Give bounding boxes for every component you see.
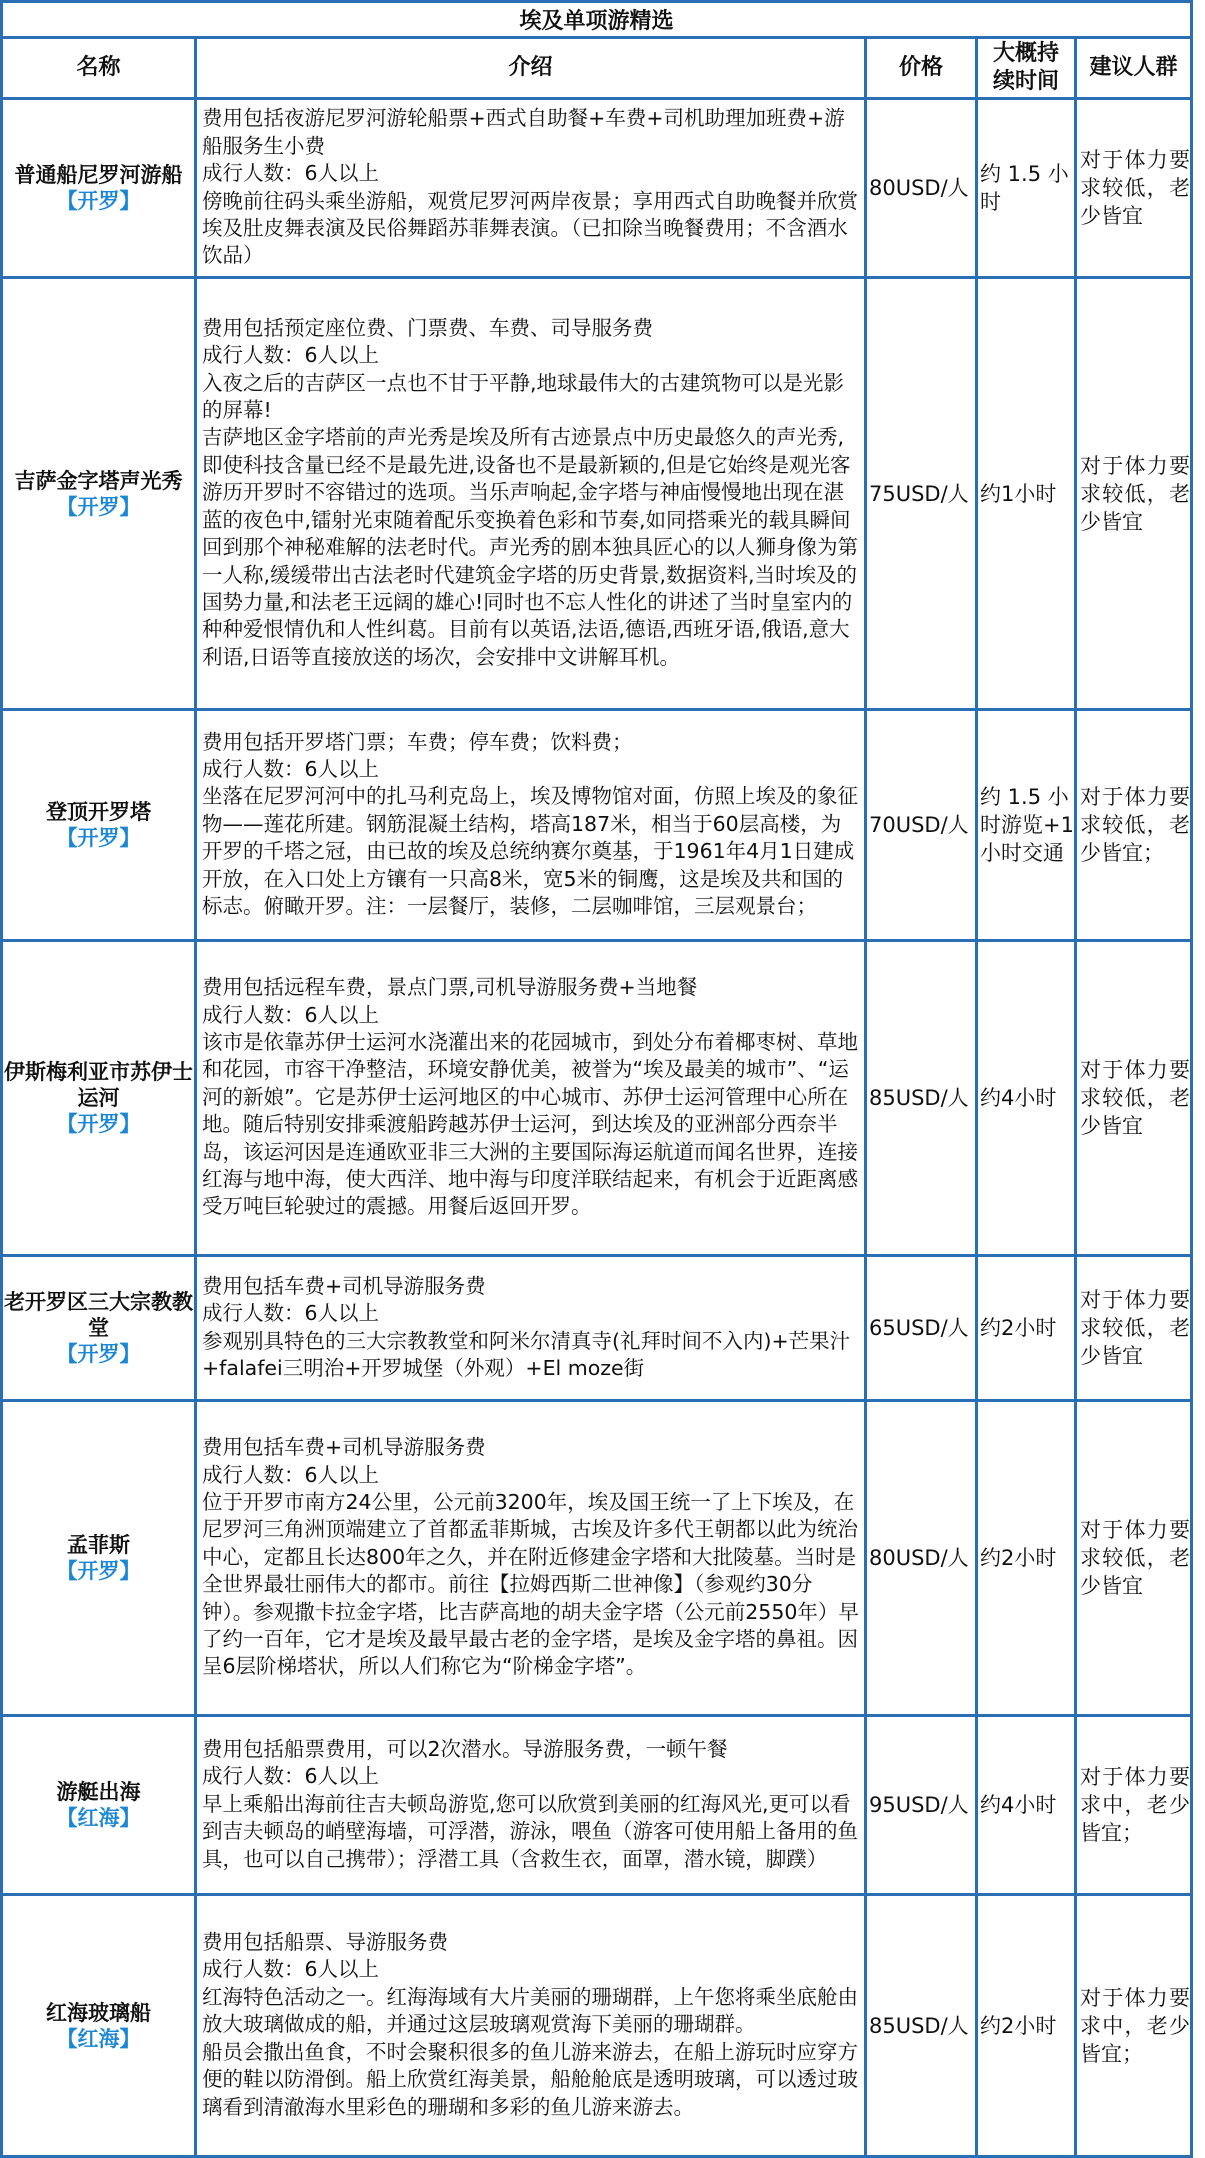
tour-crowd: 对于体力要求较低，老少皆宜 <box>1076 278 1192 710</box>
tour-price: 85USD/人 <box>866 1895 977 2157</box>
tour-name: 普通船尼罗河游船 <box>14 163 183 187</box>
tour-intro <box>196 1256 866 1401</box>
header-crowd: 建议人群 <box>1076 38 1192 99</box>
table-row <box>2 1716 1192 1895</box>
intro-paragraph: 费用包括船票费用，可以2次潜水。导游服务费，一顿午餐 <box>202 1736 728 1761</box>
intro-paragraph: 坐落在尼罗河河中的扎马利克岛上，埃及博物馆对面，仿照上埃及的象征物——莲花所建。钢筋混凝土结构，塔高187米，相当于60层高楼，为开罗的千塔之冠，由已故的埃及总统纳赛尔奠基，于1961年4月1日建成开放，在入口处上方镶有一只高8米，宽5米的铜鹰，这是埃及共和国的标志。俯瞰开罗。注：一层餐厅，装修，二层咖啡馆，三层观景台； <box>202 784 858 919</box>
intro-paragraph: 费用包括车费+司机导游服务费 <box>202 1435 486 1460</box>
table-title: 埃及单项游精选 <box>2 2 1192 38</box>
tour-name: 老开罗区三大宗教教堂 <box>4 1290 193 1340</box>
intro-paragraph: 成行人数：6人以上 <box>202 1301 380 1326</box>
table-row <box>2 710 1192 941</box>
intro-paragraph: 船员会撒出鱼食，不时会聚积很多的鱼儿游来游去，在船上游玩时应穿方便的鞋以防滑倒。船上欣赏红海美景，船舱舱底是透明玻璃，可以透过玻璃看到清澈海水里彩色的珊瑚和多彩的鱼儿游来游去。 <box>202 2039 858 2119</box>
header-row <box>2 38 1192 99</box>
tour-duration: 约2小时 <box>977 1895 1076 2157</box>
intro-paragraph: 位于开罗市南方24公里，公元前3200年，埃及国王统一了上下埃及，在尼罗河三角洲顶端建立了首都孟菲斯城，古埃及许多代王朝都以此为统治中心，定都且长达800年之久，并在附近修建金字塔和大批陵墓。当时是全世界最壮丽伟大的都市。前往【拉姆西斯二世神像】（参观约30分钟）。参观撒卡拉金字塔，比吉萨高地的胡夫金字塔（公元前2550年）早了约一百年，它才是埃及最早最古老的金字塔，是埃及金字塔的鼻祖。因呈6层阶梯塔状，所以人们称它为“阶梯金字塔”。 <box>202 1489 859 1679</box>
intro-paragraph: 成行人数：6人以上 <box>202 1764 380 1789</box>
tour-duration: 约2小时 <box>977 1256 1076 1401</box>
intro-paragraph: 早上乘船出海前往吉夫顿岛游览,您可以欣赏到美丽的红海风光,更可以看到吉夫顿岛的峭壁海墙，可浮潜，游泳，喂鱼（游客可使用船上备用的鱼具，也可以自己携带）；浮潜工具（含救生衣，面罩，潜水镜，脚蹼） <box>202 1791 858 1871</box>
table-row <box>2 941 1192 1256</box>
tour-intro <box>196 941 866 1256</box>
table-row <box>2 1895 1192 2157</box>
table-row <box>2 99 1192 278</box>
intro-paragraph: 成行人数：6人以上 <box>202 1462 380 1487</box>
tour-crowd: 对于体力要求较低，老少皆宜 <box>1076 1256 1192 1401</box>
tour-area: 【红海】 <box>56 1806 141 1830</box>
intro-paragraph: 费用包括夜游尼罗河游轮船票+西式自助餐+车费+司机助理加班费+游船服务生小费 <box>202 106 845 158</box>
tour-crowd: 对于体力要求较低，老少皆宜； <box>1076 710 1192 941</box>
tour-price: 80USD/人 <box>866 99 977 278</box>
tour-area: 【开罗】 <box>56 1559 141 1583</box>
tour-intro <box>196 710 866 941</box>
intro-paragraph: 费用包括船票、导游服务费 <box>202 1930 448 1955</box>
tour-area: 【开罗】 <box>56 494 141 519</box>
intro-paragraph: 费用包括预定座位费、门票费、车费、司导服务费 <box>202 315 653 340</box>
tour-name-cell <box>2 278 196 710</box>
tour-duration: 约 1.5 小时 <box>977 99 1076 278</box>
table-row <box>2 278 1192 710</box>
tour-crowd: 对于体力要求较低，老少皆宜 <box>1076 99 1192 278</box>
tour-price: 70USD/人 <box>866 710 977 941</box>
intro-paragraph: 费用包括车费+司机导游服务费 <box>202 1273 486 1298</box>
tour-name: 登顶开罗塔 <box>46 800 151 824</box>
tour-price: 80USD/人 <box>866 1401 977 1716</box>
tour-name-cell <box>2 1401 196 1716</box>
tour-intro <box>196 278 866 710</box>
tour-area: 【开罗】 <box>56 1342 141 1366</box>
header-price: 价格 <box>866 38 977 99</box>
tour-name: 游艇出海 <box>56 1780 141 1804</box>
header-intro: 介绍 <box>196 38 866 99</box>
intro-paragraph: 成行人数：6人以上 <box>202 1002 380 1027</box>
tour-name-cell <box>2 1895 196 2157</box>
tour-intro <box>196 1401 866 1716</box>
tour-price: 65USD/人 <box>866 1256 977 1401</box>
intro-paragraph: 成行人数：6人以上 <box>202 161 380 186</box>
tour-duration: 约2小时 <box>977 1401 1076 1716</box>
intro-paragraph: 吉萨地区金字塔前的声光秀是埃及所有古迹景点中历史最悠久的声光秀,即使科技含量已经不是最先进,设备也不是最新颖的,但是它始终是观光客游历开罗时不容错过的选项。当乐声响起,金字塔与神庙慢慢地出现在湛蓝的夜色中,镭射光束随着配乐变换着色彩和节奏,如同搭乘光的载具瞬间回到那个神秘难解的法老时代。声光秀的剧本独具匠心的以人狮身像为第一人称,缓缓带出古法老时代建筑金字塔的历史背景,数据资料,当时埃及的国势力量,和法老王远阔的雄心!同时也不忘人性化的讲述了当时皇室内的种种爱恨情仇和人性纠葛。目前有以英语,法语,德语,西班牙语,俄语,意大利语,日语等直接放送的场次，会安排中文讲解耳机。 <box>202 425 858 669</box>
tour-name: 孟菲斯 <box>67 1533 130 1557</box>
intro-paragraph: 成行人数：6人以上 <box>202 343 380 368</box>
tour-name-cell <box>2 1716 196 1895</box>
tour-area: 【开罗】 <box>56 1112 141 1136</box>
tour-area: 【开罗】 <box>56 826 141 850</box>
tour-intro <box>196 1895 866 2157</box>
tour-name: 红海玻璃船 <box>46 2000 151 2025</box>
intro-paragraph: 该市是依靠苏伊士运河水浇灌出来的花园城市，到处分布着椰枣树、草地和花园，市容干净整洁，环境安静优美，被誉为“埃及最美的城市”、“运河的新娘”。它是苏伊士运河地区的中心城市、苏伊士运河管理中心所在地。随后特别安排乘渡船跨越苏伊士运河，到达埃及的亚洲部分西奈半岛，该运河因是连通欧亚非三大洲的主要国际海运航道而闻名世界，连接红海与地中海，使大西洋、地中海与印度洋联结起来，有机会于近距离感受万吨巨轮驶过的震撼。用餐后返回开罗。 <box>202 1029 858 1219</box>
tour-name-cell <box>2 941 196 1256</box>
tour-intro <box>196 99 866 278</box>
tour-name-cell <box>2 710 196 941</box>
table-row <box>2 1401 1192 1716</box>
tour-duration: 约 1.5 小时游览+1 小时交通 <box>977 710 1076 941</box>
tour-area: 【开罗】 <box>56 189 141 213</box>
tour-name: 吉萨金字塔声光秀 <box>14 468 183 493</box>
tour-name: 伊斯梅利亚市苏伊士运河 <box>4 1060 193 1110</box>
tour-price: 95USD/人 <box>866 1716 977 1895</box>
tour-duration: 约4小时 <box>977 941 1076 1256</box>
intro-paragraph: 入夜之后的吉萨区一点也不甘于平静,地球最伟大的古建筑物可以是光影的屏幕! <box>202 370 845 423</box>
tour-crowd: 对于体力要求中，老少皆宜； <box>1076 1895 1192 2157</box>
intro-paragraph: 红海特色活动之一。红海海域有大片美丽的珊瑚群，上午您将乘坐底舱由放大玻璃做成的船，并通过这层玻璃观赏海下美丽的珊瑚群。 <box>202 1984 858 2037</box>
intro-paragraph: 费用包括开罗塔门票；车费；停车费；饮料费； <box>202 729 633 754</box>
tour-intro <box>196 1716 866 1895</box>
intro-paragraph: 成行人数：6人以上 <box>202 756 380 781</box>
intro-paragraph: 傍晚前往码头乘坐游船，观赏尼罗河两岸夜景；享用西式自助晚餐并欣赏埃及肚皮舞表演及民俗舞蹈苏菲舞表演。（已扣除当晚餐费用；不含酒水饮品） <box>202 188 858 268</box>
tour-price: 85USD/人 <box>866 941 977 1256</box>
tour-crowd: 对于体力要求中，老少皆宜； <box>1076 1716 1192 1895</box>
tour-name-cell <box>2 1256 196 1401</box>
intro-paragraph: 成行人数：6人以上 <box>202 1957 380 1982</box>
header-duration-label: 大概持续时间 <box>992 41 1059 94</box>
intro-paragraph: 费用包括远程车费，景点门票,司机导游服务费+当地餐 <box>202 975 698 1000</box>
tour-name-cell <box>2 99 196 278</box>
header-name: 名称 <box>2 38 196 99</box>
tour-crowd: 对于体力要求较低，老少皆宜 <box>1076 1401 1192 1716</box>
tour-duration: 约4小时 <box>977 1716 1076 1895</box>
intro-paragraph: 参观别具特色的三大宗教教堂和阿米尔清真寺(礼拜时间不入内)+芒果汁+falafei三明治+开罗城堡（外观）+El moze街 <box>202 1328 851 1380</box>
tour-duration: 约1小时 <box>977 278 1076 710</box>
table-row <box>2 1256 1192 1401</box>
tour-area: 【红海】 <box>56 2026 141 2051</box>
header-duration <box>977 38 1076 99</box>
tour-price: 75USD/人 <box>866 278 977 710</box>
tour-crowd: 对于体力要求较低，老少皆宜 <box>1076 941 1192 1256</box>
